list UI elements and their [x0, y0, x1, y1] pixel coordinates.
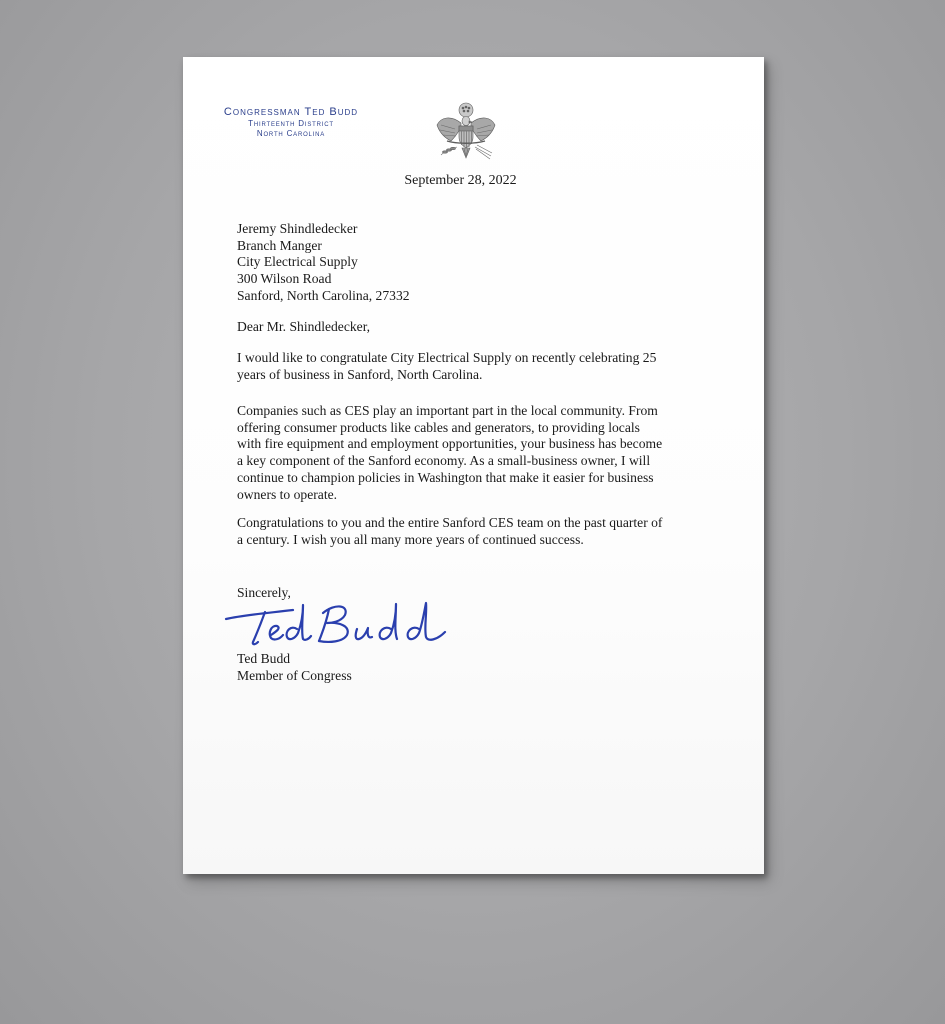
- signer-title: Member of Congress: [237, 667, 352, 683]
- recipient-street: 300 Wilson Road: [237, 271, 332, 287]
- body-paragraph-3: [237, 515, 662, 548]
- recipient-title: Branch Manger: [237, 237, 322, 253]
- recipient-name: Jeremy Shindledecker: [237, 221, 358, 236]
- paragraph-line: continue to champion policies in Washington that make it easier for business: [237, 469, 654, 485]
- paragraph-line: a key component of the Sanford economy. As a small-business owner, I will: [237, 453, 651, 469]
- paragraph-line: years of business in Sanford, North Carolina.: [237, 366, 483, 382]
- handwritten-signature: [223, 595, 458, 653]
- recipient-city: Sanford, North Carolina, 27332: [237, 287, 410, 303]
- recipient-address: [237, 221, 410, 305]
- letterhead-name: Congressman Ted Budd: [223, 106, 359, 118]
- letterhead: [205, 107, 377, 138]
- recipient-company: City Electrical Supply: [237, 254, 358, 270]
- closing: Sincerely,: [237, 585, 291, 600]
- letterhead-state: North Carolina: [256, 129, 326, 138]
- letter-page: [183, 57, 764, 874]
- body-paragraph-1: [237, 350, 656, 383]
- salutation: Dear Mr. Shindledecker,: [237, 319, 371, 334]
- signer-block: [237, 651, 352, 684]
- paragraph-line: owners to operate.: [237, 486, 338, 502]
- paragraph-line: offering consumer products like cables and generators, to providing locals: [237, 419, 640, 435]
- paragraph-line: a century. I wish you all many more years of continued success.: [237, 531, 584, 547]
- signer-name: Ted Budd: [237, 651, 291, 666]
- paragraph-line: Companies such as CES play an important part in the local community. From: [237, 403, 658, 418]
- letter-date: September 28, 2022: [404, 173, 517, 188]
- great-seal-eagle-icon: [433, 101, 499, 167]
- paragraph-line: with fire equipment and employment opportunities, your business has become: [237, 436, 663, 452]
- body-paragraph-2: [237, 403, 662, 503]
- paragraph-line: Congratulations to you and the entire Sanford CES team on the past quarter of: [237, 515, 663, 530]
- paragraph-line: I would like to congratulate City Electrical Supply on recently celebrating 25: [237, 350, 657, 365]
- letterhead-district: Thirteenth District: [248, 119, 334, 128]
